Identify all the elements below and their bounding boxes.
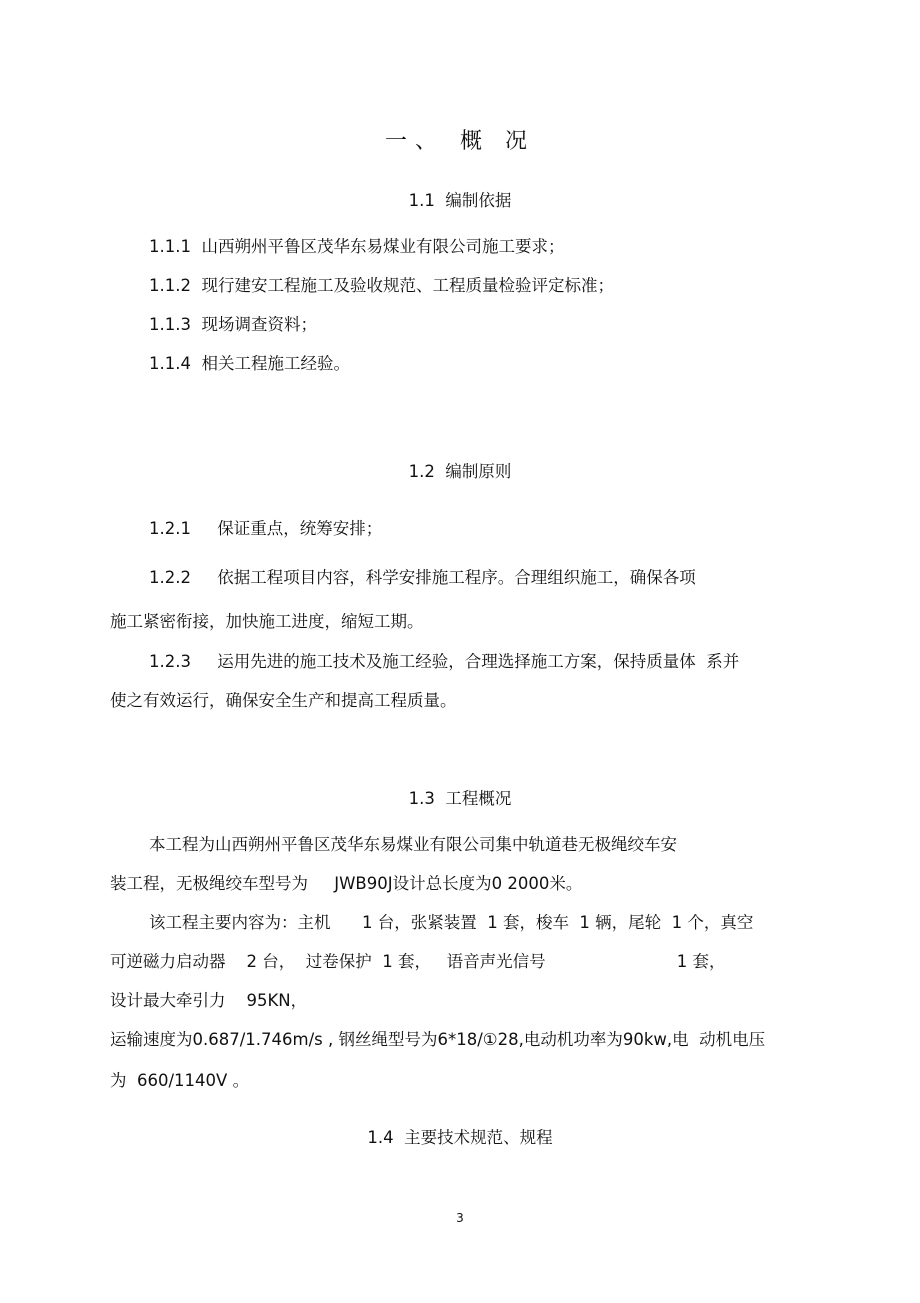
list-item: 1.1.4 相关工程施工经验。 bbox=[149, 354, 350, 373]
principle-item-3-line-1: 1.2.3 运用先进的施工技术及施工经验，合理选择施工方案，保持质量体 系并 bbox=[149, 652, 740, 671]
list-item: 1.1.1 山西朔州平鲁区茂华东易煤业有限公司施工要求； bbox=[149, 237, 565, 256]
principle-item-2-line-2: 施工紧密衔接，加快施工进度，缩短工期。 bbox=[110, 612, 424, 631]
overview-paragraph-2-line-3: 设计最大牵引力 95KN， bbox=[110, 991, 308, 1010]
section-1-3-heading: 1.3 工程概况 bbox=[408, 789, 512, 808]
principle-item-1: 1.2.1 保证重点，统筹安排； bbox=[149, 519, 383, 538]
principle-item-2-line-1: 1.2.2 依据工程项目内容，科学安排施工程序。合理组织施工，确保各项 bbox=[149, 568, 696, 587]
overview-paragraph-2-line-5: 为 660/1140V 。 bbox=[110, 1071, 250, 1090]
overview-paragraph-1-line-2: 装工程，无极绳绞车型号为 JWB90J设计总长度为0 2000米。 bbox=[110, 874, 583, 893]
overview-paragraph-2-line-1: 该工程主要内容为：主机 1 台，张紧装置 1 套，梭车 1 辆，尾轮 1 个，真空 bbox=[149, 913, 754, 932]
section-1-2-heading: 1.2 编制原则 bbox=[408, 462, 512, 481]
overview-paragraph-2-line-2: 可逆磁力启动器 2 台， 过卷保护 1 套， 语音声光信号 1 套， bbox=[110, 952, 726, 971]
chapter-title: 一、 概 况 bbox=[385, 129, 535, 154]
principle-item-3-line-2: 使之有效运行，确保安全生产和提高工程质量。 bbox=[110, 691, 457, 710]
overview-paragraph-2-line-4: 运输速度为0.687/1.746m/s , 钢丝绳型号为6*18/①28,电动机功率为90kw,电 动机电压 bbox=[110, 1030, 766, 1049]
overview-paragraph-1-line-1: 本工程为山西朔州平鲁区茂华东易煤业有限公司集中轨道巷无极绳绞车安 bbox=[149, 835, 677, 854]
list-item: 1.1.3 现场调查资料； bbox=[149, 315, 317, 334]
section-1-1-heading: 1.1 编制依据 bbox=[408, 191, 512, 210]
list-item: 1.1.2 现行建安工程施工及验收规范、工程质量检验评定标准； bbox=[149, 276, 614, 295]
page-number: 3 bbox=[456, 1211, 464, 1225]
section-1-4-heading: 1.4 主要技术规范、规程 bbox=[367, 1128, 553, 1147]
